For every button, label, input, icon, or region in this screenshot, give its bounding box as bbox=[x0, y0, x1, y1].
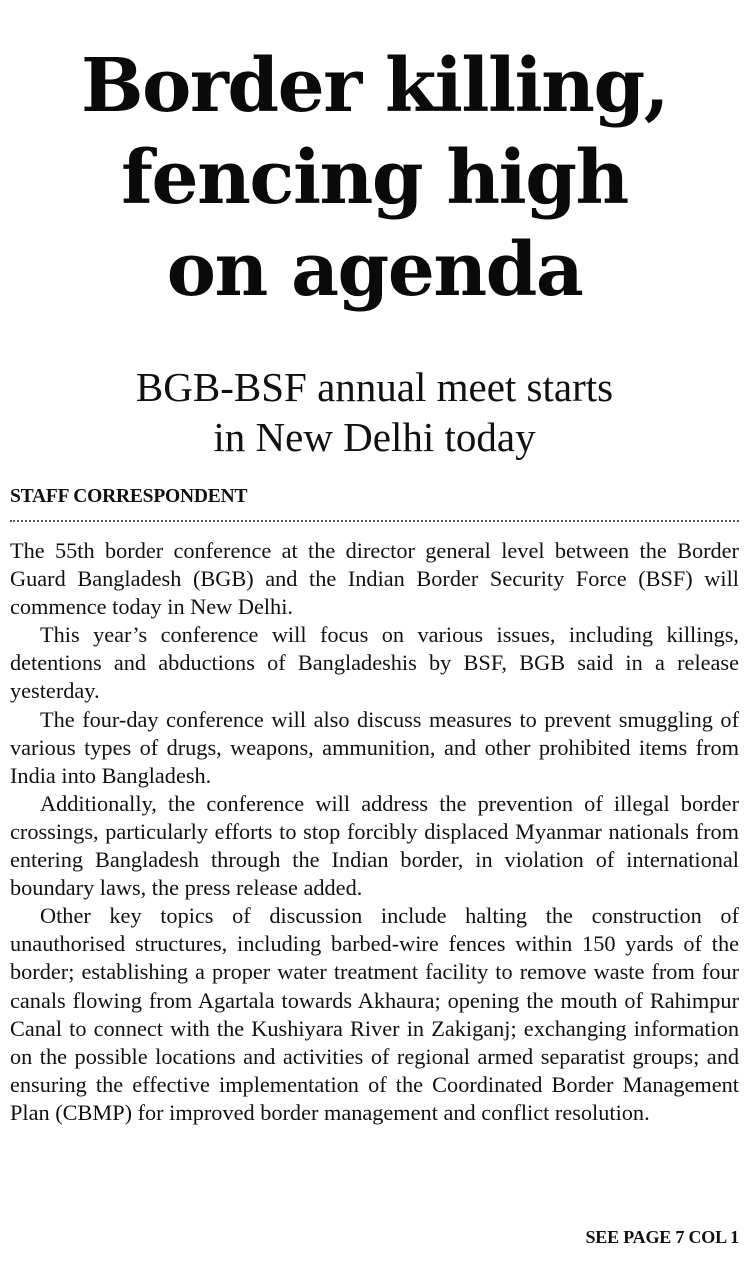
continuation-jump: SEE PAGE 7 COL 1 bbox=[585, 1227, 739, 1247]
article-paragraph: This year’s conference will focus on various issues, including killings, detentions and abductions of Bangladeshis by BSF, BGB said in a release yesterday. bbox=[10, 622, 739, 704]
headline-line: on agenda bbox=[166, 227, 583, 313]
article-body bbox=[10, 537, 739, 1127]
headline-line: Border killing, bbox=[81, 43, 668, 129]
subheadline-line: BGB-BSF annual meet starts bbox=[135, 364, 614, 410]
byline: STAFF CORRESPONDENT bbox=[10, 486, 248, 507]
dotted-divider bbox=[10, 520, 739, 522]
subheadline-line: in New Delhi today bbox=[213, 414, 536, 460]
article-paragraph: The 55th border conference at the director general level between the Border Guard Bangladesh (BGB) and the Indian Border Security Force (BSF) will commence today in New Delhi. bbox=[10, 538, 739, 620]
subheadline bbox=[0, 362, 749, 462]
article-paragraph: The four-day conference will also discuss measures to prevent smuggling of various types of drugs, weapons, ammunition, and other prohibited items from India into Bangladesh. bbox=[10, 706, 739, 788]
headline bbox=[0, 40, 749, 316]
article-paragraph: Other key topics of discussion include halting the construction of unauthorised structures, including barbed-wire fences within 150 yards of the border; establishing a proper water treatment facility to remove waste from four canals flowing from Agartala towards Akhaura; opening the mouth of Rahimpur Canal to connect with the Kushiyara River in Zakiganj; exchanging information on the possible locations and activities of regional armed separatist groups; and ensuring the effective implementation of the Coordinated Border Management Plan (CBMP) for improved border management and conflict resolution. bbox=[10, 903, 739, 1125]
headline-line: fencing high bbox=[121, 135, 628, 221]
article-paragraph: Additionally, the conference will address the prevention of illegal border crossings, particularly efforts to stop forcibly displaced Myanmar nationals from entering Bangladesh through the Indian border, in violation of international boundary laws, the press release added. bbox=[10, 790, 739, 901]
